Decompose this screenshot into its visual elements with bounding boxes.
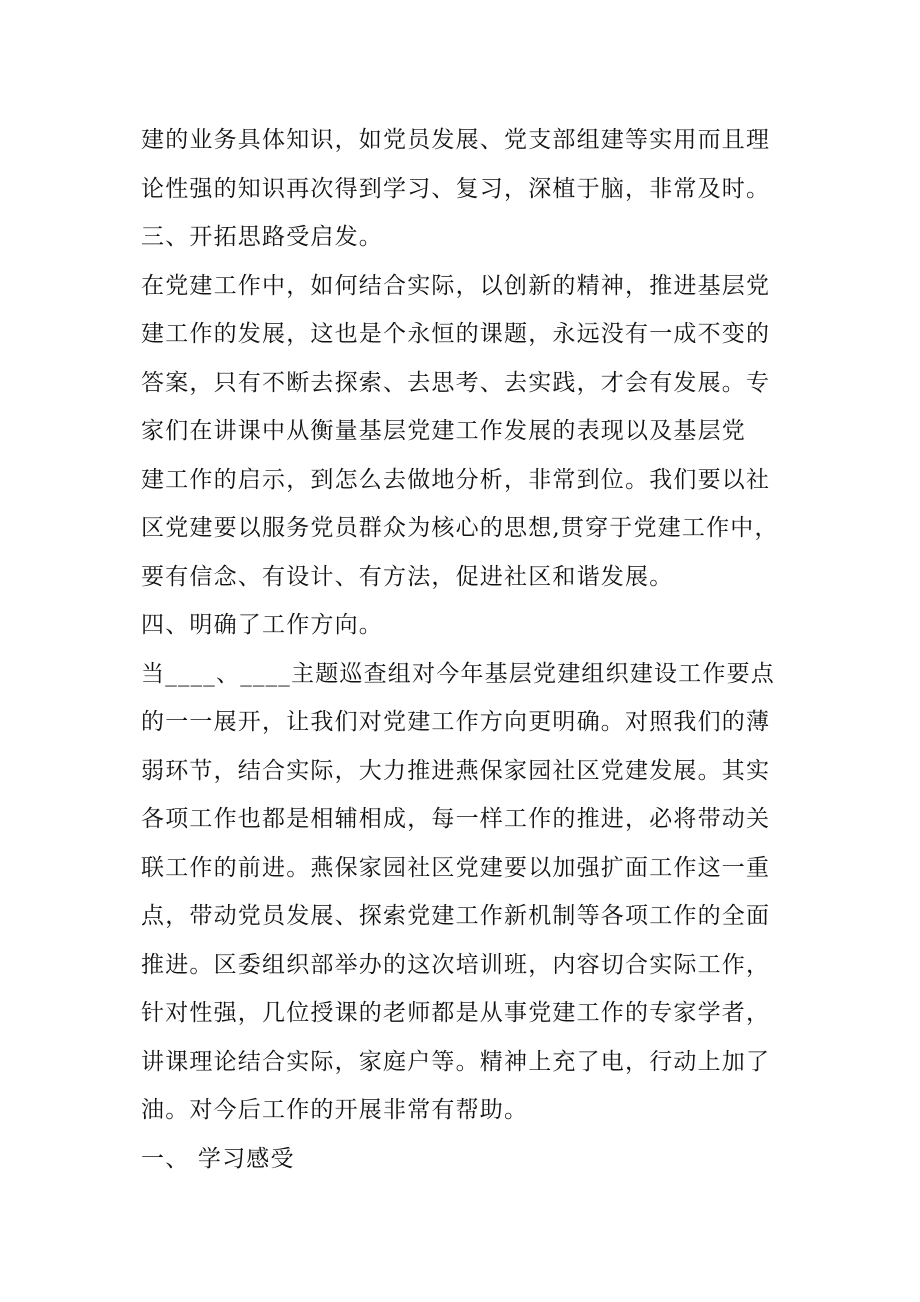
body-text <box>141 116 811 1183</box>
text-line: 建的业务具体知识，如党员发展、党支部组建等实用而且理 <box>141 127 771 153</box>
text-line: 答案，只有不断去探索、去思考、去实践，才会有发展。专 <box>141 369 771 396</box>
text-line: 要有信念、有设计、有方法，促进社区和谐发展。 <box>141 563 674 590</box>
text-line: 建工作的发展，这也是个永恒的课题，永远没有一成不变的 <box>141 321 771 347</box>
text-line: 联工作的前进。燕保家园社区党建要以加强扩面工作这一重 <box>141 854 771 881</box>
text-line: 论性强的知识再次得到学习、复习，深植于脑，非常及时。 <box>141 175 771 202</box>
text-line: 油。对今后工作的开展非常有帮助。 <box>141 1097 529 1123</box>
section-heading: 四、明确了工作方向。 <box>141 612 383 638</box>
section-heading: 一、 学习感受 <box>141 1145 295 1172</box>
text-line: 弱环节，结合实际，大力推进燕保家园社区党建发展。其实 <box>141 757 771 784</box>
text-line: 各项工作也都是相辅相成，每一样工作的推进，必将带动关 <box>141 806 771 832</box>
text-line: 点，带动党员发展、探索党建工作新机制等各项工作的全面 <box>141 903 771 929</box>
text-line: 针对性强，几位授课的老师都是从事党建工作的专家学者， <box>141 1000 771 1026</box>
text-line: 区党建要以服务党员群众为核心的思想,贯穿于党建工作中， <box>141 515 779 541</box>
text-line: 当____、____主题巡查组对今年基层党建组织建设工作要点 <box>141 660 775 687</box>
text-line: 在党建工作中，如何结合实际，以创新的精神，推进基层党 <box>141 272 771 299</box>
text-line: 家们在讲课中从衡量基层党建工作发展的表现以及基层党 <box>141 418 746 444</box>
text-line: 推进。区委组织部举办的这次培训班，内容切合实际工作， <box>141 951 771 978</box>
text-line: 的一一展开，让我们对党建工作方向更明确。对照我们的薄 <box>141 709 771 735</box>
section-heading: 三、开拓思路受启发。 <box>141 224 383 250</box>
text-line: 建工作的启示，到怎么去做地分析，非常到位。我们要以社 <box>141 466 771 493</box>
text-line: 讲课理论结合实际，家庭户等。精神上充了电，行动上加了 <box>141 1048 771 1075</box>
